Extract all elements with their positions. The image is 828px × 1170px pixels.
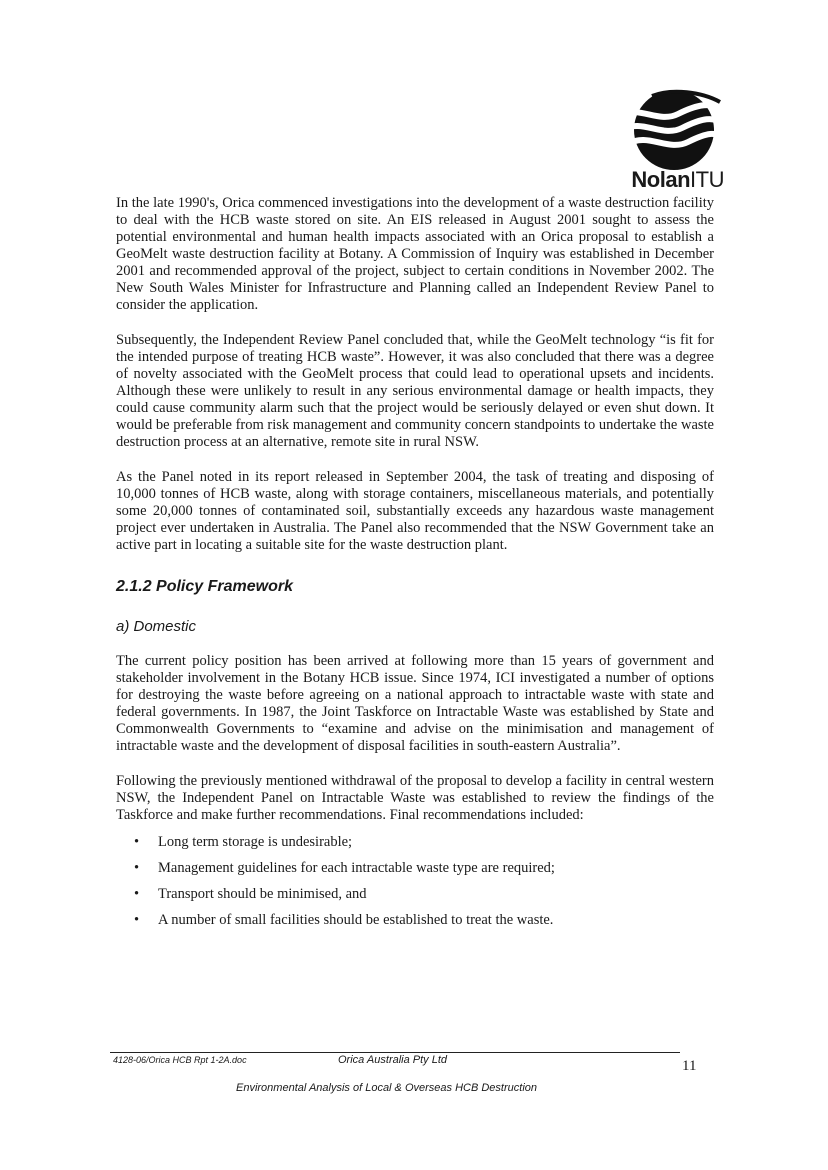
logo-brand-light: ITU [690,167,724,192]
list-item: • Transport should be minimised, and [116,886,714,903]
subheading-domestic: a) Domestic [116,618,197,635]
footer-rule [110,1052,680,1053]
section-heading-policy-framework: 2.1.2 Policy Framework [116,578,293,595]
paragraph-independent-panel: Following the previously mentioned withdrawal of the proposal to develop a facility in central western NSW, the Independent Panel on Intractable Waste was established to review the findings of the Taskforce and make further recommendations. Final recommendations included: [116,773,714,823]
logo-brand-bold: Nolan [631,167,691,192]
footer-company: Orica Australia Pty Ltd [338,1054,448,1066]
list-item: • Management guidelines for each intractable waste type are required; [116,860,714,877]
list-item: • A number of small facilities should be established to treat the waste. [116,912,714,929]
recommendations-list [116,834,714,929]
wave-logo-icon [612,86,724,170]
paragraph-review-panel: Subsequently, the Independent Review Panel concluded that, while the GeoMelt technology “is fit for the intended purpose of treating HCB waste”. However, it was also concluded that there was a degree of novelty associated with the GeoMelt process that could lead to operational upsets and incidents. Although these were unlikely to result in any serious environmental damage or health impacts, they could cause community alarm such that the project would be seriously delayed or even shut down. It would be preferable from risk management and community concern standpoints to undertake the waste destruction process at an alternative, remote site in rural NSW. [116,332,714,450]
paragraph-panel-report: As the Panel noted in its report released in September 2004, the task of treating and disposing of 10,000 tonnes of HCB waste, along with storage containers, miscellaneous materials, and potentially some 20,000 tonnes of contaminated soil, substantially exceeds any hazardous waste management project ever undertaken in Australia. The Panel also recommended that the NSW Government take an active part in locating a suitable site for the waste destruction plant. [116,469,714,553]
footer-doc-ref: 4128-06/Orica HCB Rpt 1-2A.doc [113,1055,247,1065]
list-item: • Long term storage is undesirable; [116,834,714,851]
nolan-itu-logo [604,86,724,192]
footer-report-title: Environmental Analysis of Local & Overseas HCB Destruction [236,1082,537,1094]
page-body [116,195,714,938]
page-number: 11 [682,1058,697,1074]
logo-wordmark [631,168,724,192]
paragraph-history: In the late 1990's, Orica commenced investigations into the development of a waste destruction facility to deal with the HCB waste stored on site. An EIS released in August 2001 sought to assess the potential environmental and human health impacts associated with an Orica proposal to establish a GeoMelt waste destruction facility at Botany. A Commission of Inquiry was established in December 2001 and recommended approval of the project, subject to certain conditions in November 2002. The New South Wales Minister for Infrastructure and Planning called an Independent Review Panel to consider the application. [116,195,714,313]
paragraph-policy-position: The current policy position has been arrived at following more than 15 years of government and stakeholder involvement in the Botany HCB issue. Since 1974, ICI investigated a number of options for destroying the waste before agreeing on a national approach to intractable waste with state and federal governments. In 1987, the Joint Taskforce on Intractable Waste was established by State and Commonwealth Governments to “examine and advise on the minimisation and management of intractable waste and the development of disposal facilities in south-eastern Australia”. [116,653,714,754]
